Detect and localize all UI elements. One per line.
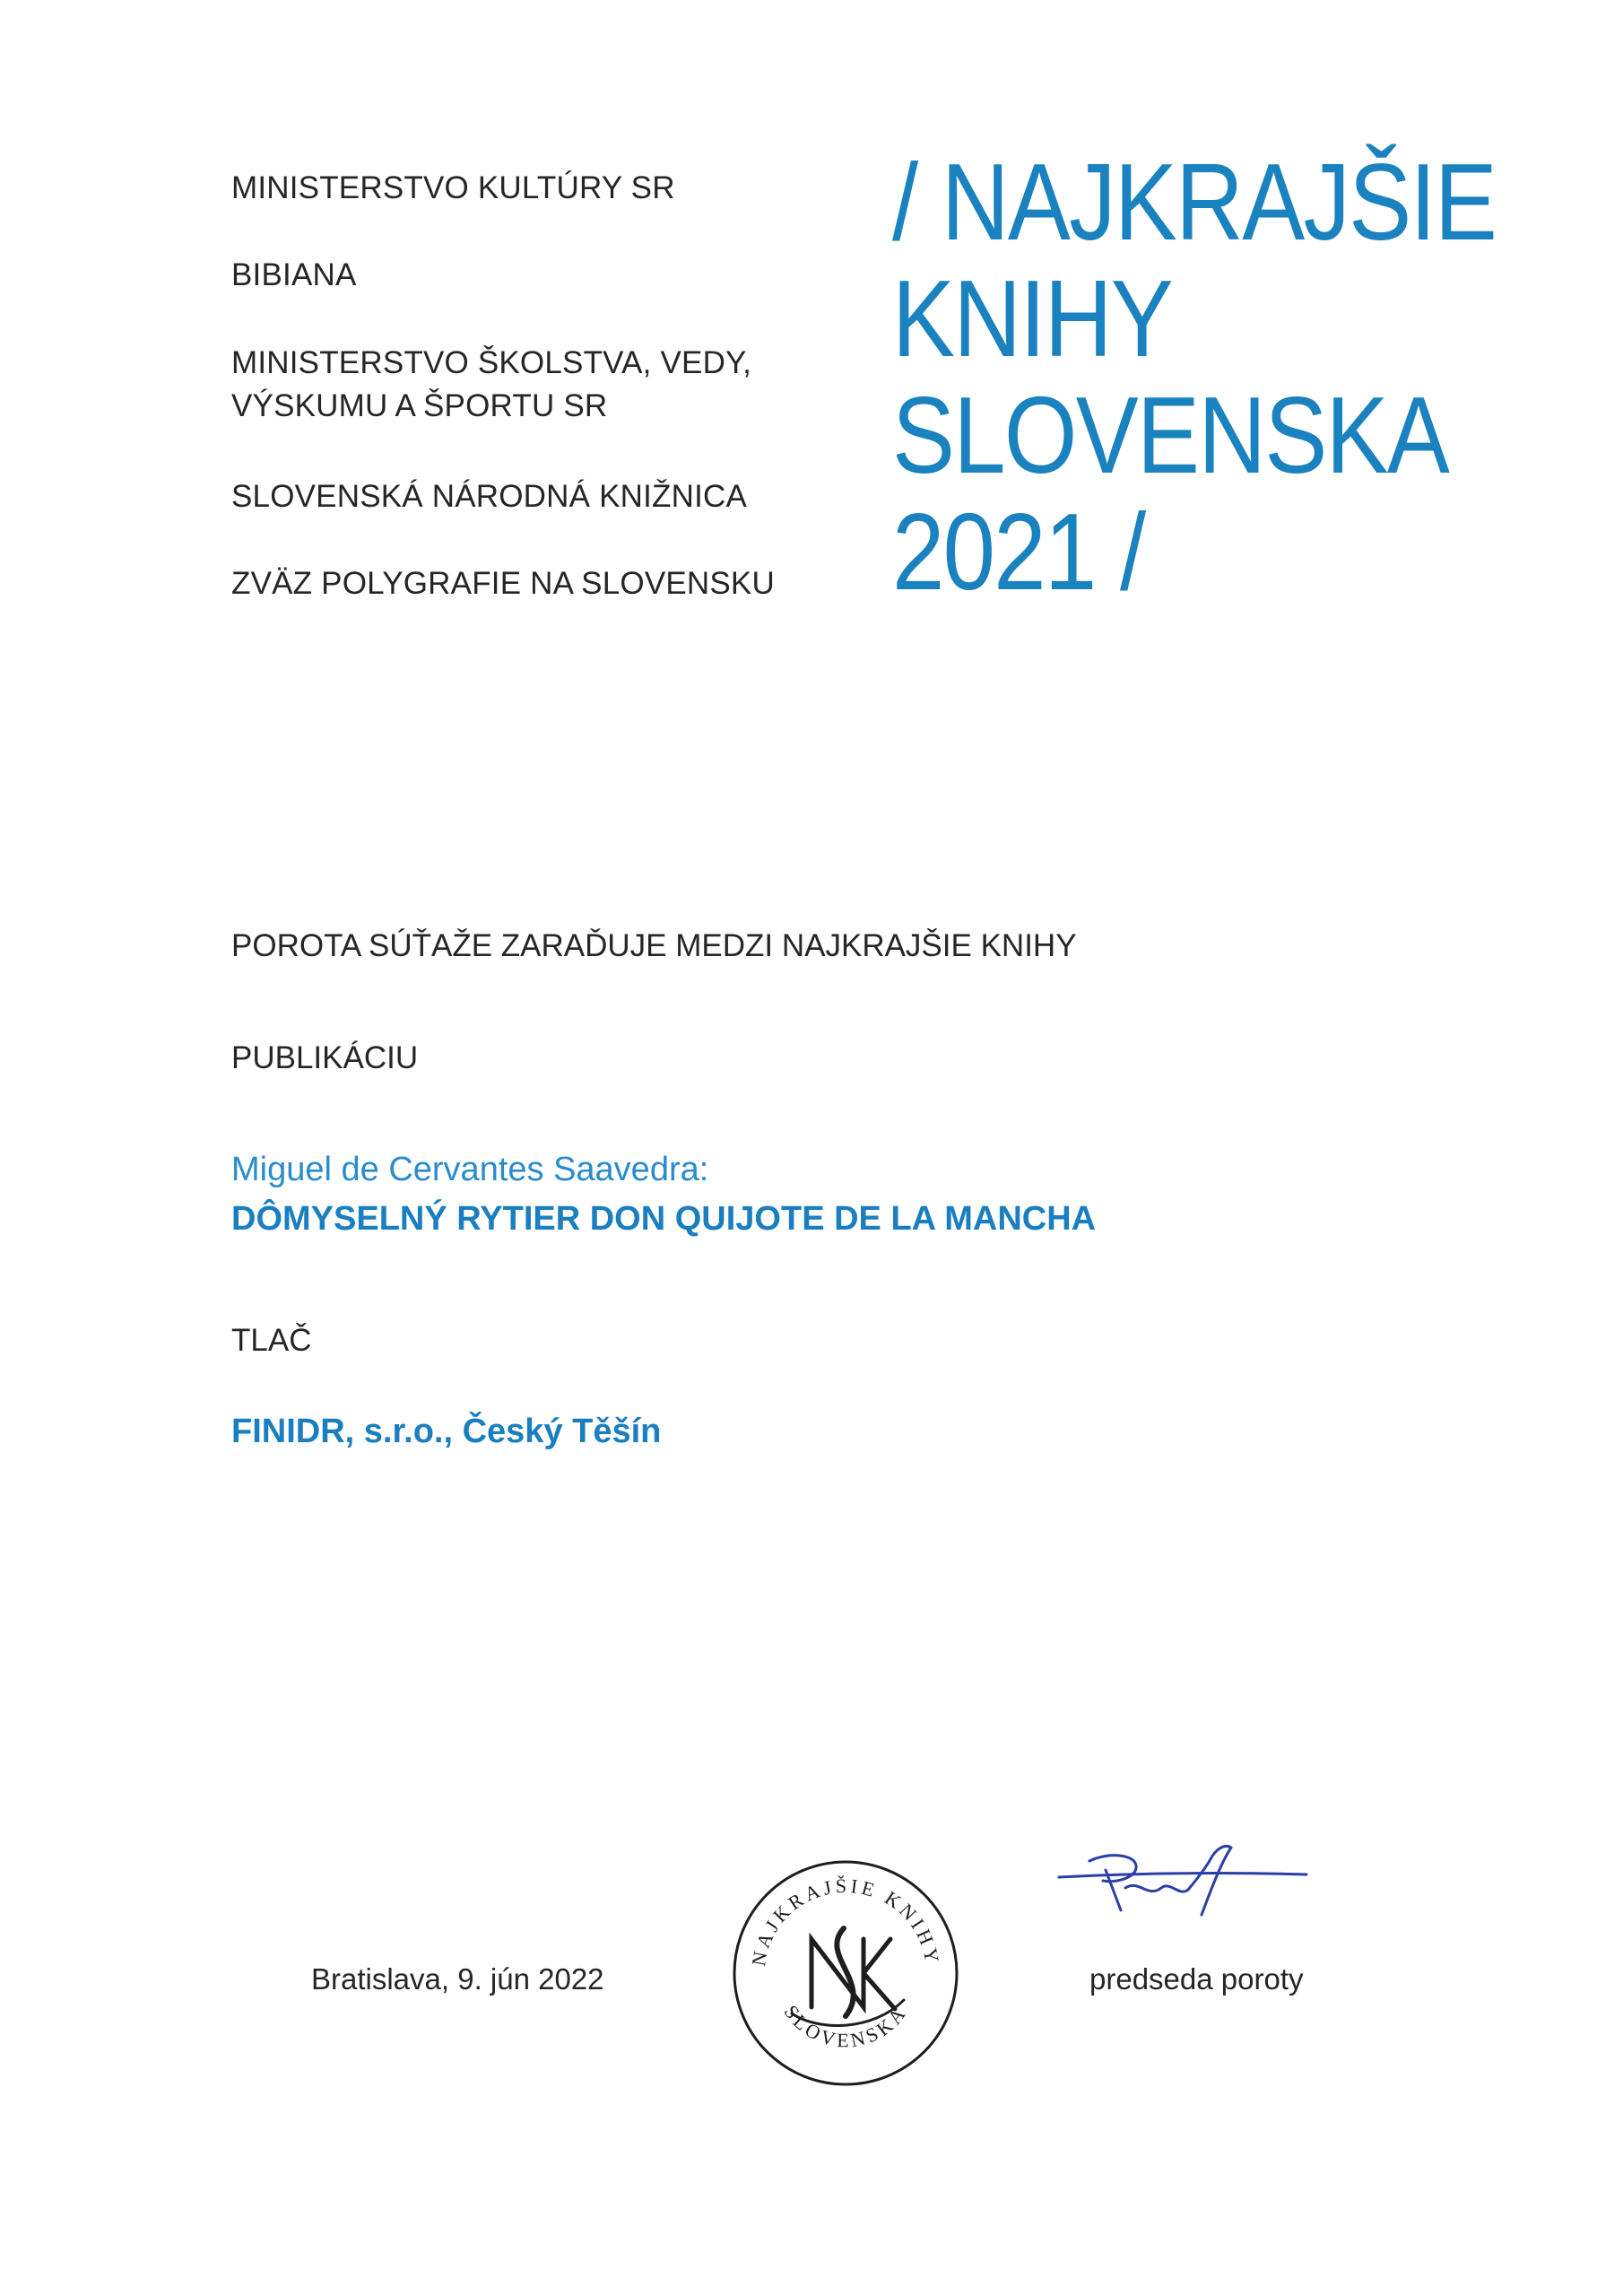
organization-1-line: MINISTERSTVO KULTÚRY SR (231, 170, 675, 205)
chairman-signature (1054, 1834, 1314, 1942)
printer-name: FINIDR, s.r.o., Český Těšín (231, 1413, 662, 1450)
organization-3-line-2: VÝSKUMU A ŠPORTU SR (231, 388, 608, 423)
title-line-2: KNIHY (892, 257, 1173, 379)
organization-5 (231, 562, 775, 605)
jury-statement: POROTA SÚŤAŽE ZARAĎUJE MEDZI NAJKRAJŠIE KNIHY (231, 928, 1077, 963)
organization-5-line: ZVÄZ POLYGRAFIE NA SLOVENSKU (231, 566, 775, 601)
organization-3 (231, 342, 751, 428)
organization-4 (231, 475, 747, 518)
organization-3-line-1: MINISTERSTVO ŠKOLSTVA, VEDY, (231, 345, 752, 380)
title-line-3: SLOVENSKA (892, 374, 1449, 496)
organization-2-line: BIBIANA (231, 257, 357, 292)
title-line-4: 2021 / (892, 491, 1145, 613)
seal-bottom-text: SLOVENSKA (779, 2000, 912, 2052)
organization-2 (231, 254, 357, 297)
competition-seal (729, 1857, 962, 2090)
title-line-1: / NAJKRAJŠIE (892, 141, 1497, 263)
place-date: Bratislava, 9. jún 2022 (311, 1962, 604, 1996)
signature-graphic (1054, 1834, 1314, 1942)
organization-4-line: SLOVENSKÁ NÁRODNÁ KNIŽNICA (231, 479, 748, 514)
organization-1 (231, 167, 675, 210)
print-label: TLAČ (231, 1323, 312, 1358)
book-author: Miguel de Cervantes Saavedra: (231, 1151, 709, 1188)
competition-title (892, 141, 1594, 613)
seal-graphic (729, 1857, 962, 2090)
publication-label: PUBLIKÁCIU (231, 1040, 419, 1075)
book-title: DÔMYSELNÝ RYTIER DON QUIJOTE DE LA MANCHA (231, 1200, 1097, 1238)
signature-caption: predseda poroty (1089, 1962, 1304, 1996)
seal-top-text: NAJKRAJŠIE KNIHY (747, 1874, 944, 1969)
